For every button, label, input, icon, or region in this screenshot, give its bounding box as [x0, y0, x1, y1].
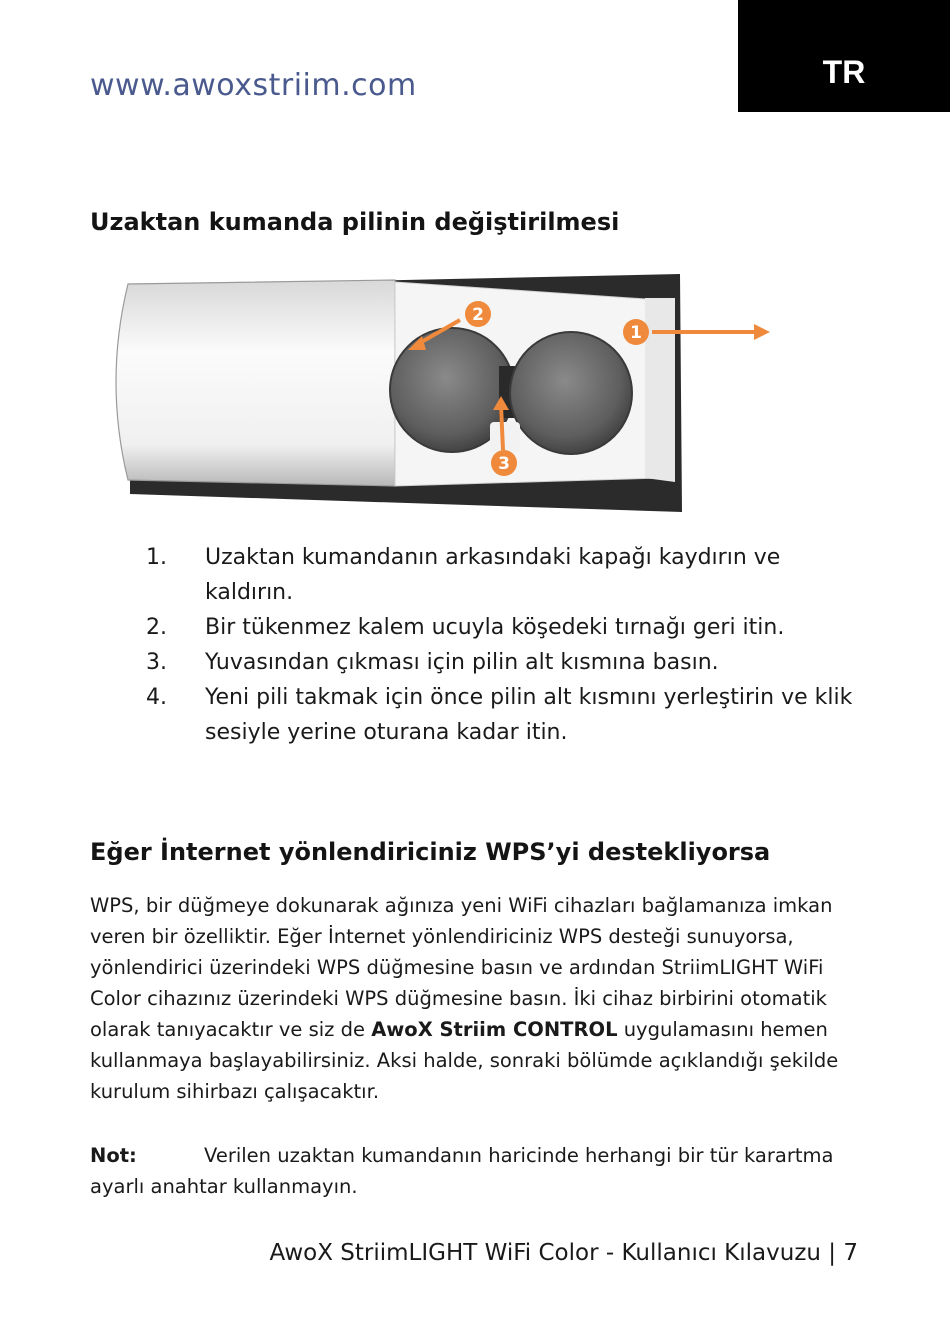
battery-cell-right [510, 332, 632, 454]
step-item [146, 680, 866, 750]
wps-paragraph [90, 890, 860, 1107]
step-item [146, 540, 866, 610]
svg-text:3: 3 [498, 454, 510, 474]
callout-1 [623, 319, 649, 345]
steps-list [146, 540, 866, 750]
remote-battery-figure [100, 272, 790, 516]
wps-text-1: WPS, bir düğmeye dokunarak ağınıza yeni WiFi cihazları bağlamanıza imkan veren bir özelliktir. Eğer İnternet yönlendiriciniz WPS desteği sunuyorsa, yönlendirici üzerindeki WPS düğmesine basın ve ardından StriimLIGHT WiFi Color cihazınız üzerindeki WPS düğmesine basın. İki cihaz birbirini otomatik olarak tanıyacaktır ve siz de [90, 894, 833, 1041]
section-title-wps: Eğer İnternet yönlendiriciniz WPS’yi destekliyorsa [90, 838, 771, 866]
footer-separator: | [828, 1240, 837, 1266]
step-text: Yeni pili takmak için önce pilin alt kısmını yerleştirin ve klik sesiyle yerine oturana kadar itin. [205, 685, 853, 745]
step-item [146, 610, 866, 645]
note-paragraph [90, 1140, 860, 1202]
step-number: 3. [146, 650, 167, 675]
app-name: AwoX Striim CONTROL [371, 1018, 618, 1041]
step-item [146, 645, 866, 680]
callout-3 [491, 450, 517, 476]
svg-text:1: 1 [630, 323, 642, 343]
language-code: TR [822, 53, 866, 90]
step-number: 1. [146, 545, 167, 570]
site-url: www.awoxstriim.com [90, 68, 417, 103]
step-text: Yuvasından çıkması için pilin alt kısmına basın. [205, 650, 719, 675]
wps-text-2: uygulamasını hemen kullanmaya başlayabilirsiniz. Aksi halde, sonraki bölümde açıklandığı şekilde kurulum sihirbazı çalışacaktır. [90, 1018, 839, 1103]
section-title-battery: Uzaktan kumanda pilinin değiştirilmesi [90, 208, 620, 236]
note-text: Verilen uzaktan kumandanın haricinde herhangi bir tür karartma ayarlı anahtar kullanmayın. [90, 1144, 834, 1198]
step-number: 2. [146, 615, 167, 640]
note-label: Not: [90, 1144, 137, 1167]
step-number: 4. [146, 685, 167, 710]
step-text: Uzaktan kumandanın arkasındaki kapağı kaydırın ve kaldırın. [205, 545, 781, 605]
page-number: 7 [843, 1240, 858, 1266]
svg-text:2: 2 [472, 305, 484, 325]
callout-2 [465, 301, 491, 327]
step-text: Bir tükenmez kalem ucuyla köşedeki tırnağı geri itin. [205, 615, 785, 640]
page-footer [270, 1240, 858, 1266]
language-tab [738, 0, 950, 112]
footer-title: AwoX StriimLIGHT WiFi Color - Kullanıcı Kılavuzu [269, 1240, 821, 1266]
